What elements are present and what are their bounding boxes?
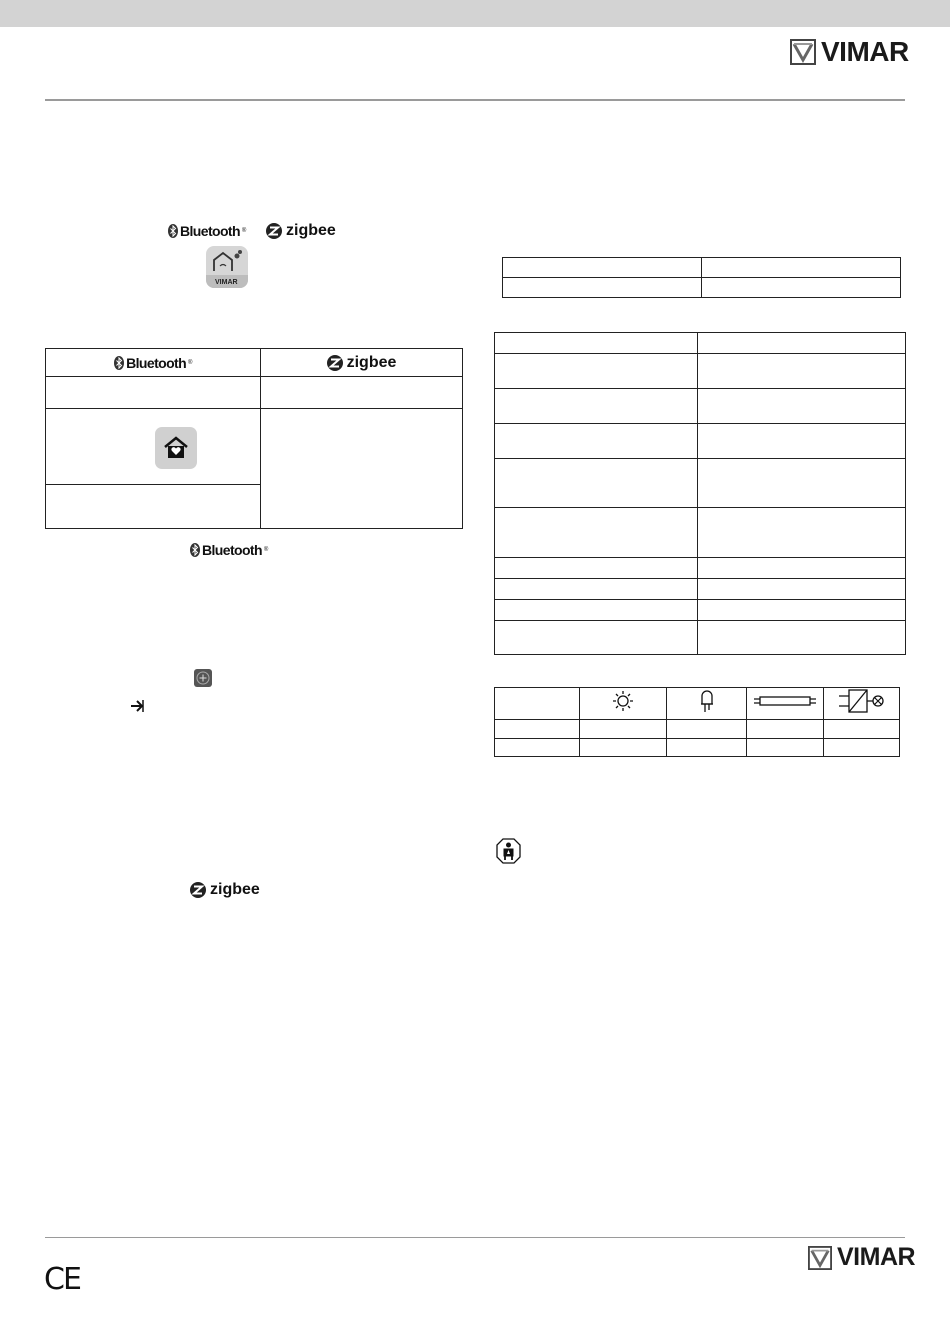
load-types-table bbox=[494, 687, 900, 757]
top-bar bbox=[0, 0, 950, 27]
installer-person-icon bbox=[496, 838, 521, 864]
tech-cell bbox=[495, 558, 698, 579]
load-cell bbox=[580, 720, 667, 739]
tech-cell bbox=[698, 354, 906, 389]
tech-cell bbox=[495, 389, 698, 424]
tech-cell bbox=[698, 333, 906, 354]
load-cell bbox=[824, 739, 900, 757]
bluetooth-reg-mark: ® bbox=[188, 359, 192, 366]
footer-brand: VIMAR bbox=[837, 1243, 916, 1271]
bluetooth-icon bbox=[168, 224, 178, 238]
technical-data-table bbox=[494, 332, 906, 655]
tech-cell bbox=[698, 389, 906, 424]
transformer-lamp-icon bbox=[837, 688, 887, 714]
led-lamp-icon bbox=[698, 689, 716, 713]
spec-table-small bbox=[502, 257, 901, 298]
app-house-icon bbox=[206, 246, 248, 276]
vimar-logo-mark-icon bbox=[808, 1246, 832, 1270]
protocol-table bbox=[45, 348, 463, 529]
zigbee-label: zigbee bbox=[286, 222, 336, 239]
header-rule bbox=[45, 99, 905, 101]
load-cell bbox=[495, 720, 580, 739]
home-heart-icon bbox=[155, 427, 197, 469]
spec-cell bbox=[503, 278, 702, 298]
protocol-cell bbox=[261, 377, 463, 409]
load-header-transformer bbox=[824, 688, 900, 720]
load-cell bbox=[667, 720, 747, 739]
load-cell bbox=[495, 739, 580, 757]
zigbee-label: zigbee bbox=[210, 881, 260, 898]
protocol-cell bbox=[46, 485, 261, 529]
bluetooth-icon bbox=[190, 543, 200, 557]
spec-cell bbox=[702, 278, 901, 298]
footer-logo bbox=[808, 1245, 915, 1270]
zigbee-section-logo bbox=[190, 881, 260, 899]
protocol-header-zigbee bbox=[261, 349, 463, 377]
protocol-cell-home bbox=[46, 409, 261, 485]
load-header-fluorescent bbox=[747, 688, 824, 720]
bluetooth-icon bbox=[114, 356, 124, 370]
footer-rule bbox=[45, 1237, 905, 1238]
vimar-logo-mark-icon bbox=[790, 39, 816, 65]
bluetooth-label: Bluetooth bbox=[180, 223, 240, 239]
vimar-app-icon bbox=[206, 246, 248, 288]
app-icon-label: VIMAR bbox=[215, 279, 238, 286]
zigbee-icon bbox=[190, 882, 206, 898]
tech-cell bbox=[698, 508, 906, 558]
tech-cell bbox=[698, 600, 906, 621]
load-header-incandescent bbox=[580, 688, 667, 720]
zigbee-logo bbox=[266, 222, 336, 240]
load-cell bbox=[495, 688, 580, 720]
load-cell bbox=[667, 739, 747, 757]
plus-circle-icon bbox=[194, 669, 212, 687]
spec-cell bbox=[702, 258, 901, 278]
tech-cell bbox=[698, 558, 906, 579]
arrow-right-icon bbox=[129, 698, 145, 714]
load-cell bbox=[824, 720, 900, 739]
zigbee-icon bbox=[266, 223, 282, 239]
tech-cell bbox=[495, 333, 698, 354]
tech-cell bbox=[495, 459, 698, 508]
tech-cell bbox=[698, 459, 906, 508]
tech-cell bbox=[495, 354, 698, 389]
tech-cell bbox=[698, 579, 906, 600]
bluetooth-reg-mark: ® bbox=[263, 547, 268, 553]
header-brand: VIMAR bbox=[821, 36, 909, 67]
protocol-cell bbox=[46, 377, 261, 409]
load-header-led bbox=[667, 688, 747, 720]
tech-cell bbox=[495, 424, 698, 459]
load-cell bbox=[747, 720, 824, 739]
fluorescent-tube-icon bbox=[754, 694, 816, 708]
bluetooth-section-logo bbox=[190, 542, 268, 558]
protocol-header-bluetooth bbox=[46, 349, 261, 377]
incandescent-lamp-icon bbox=[612, 690, 634, 712]
bluetooth-label: Bluetooth bbox=[126, 354, 187, 371]
zigbee-icon bbox=[327, 355, 343, 371]
tech-cell bbox=[495, 621, 698, 655]
header-logo bbox=[790, 38, 909, 66]
load-cell bbox=[747, 739, 824, 757]
tech-cell bbox=[698, 621, 906, 655]
tech-cell bbox=[495, 600, 698, 621]
bluetooth-logo bbox=[168, 223, 246, 239]
bluetooth-label: Bluetooth bbox=[202, 542, 262, 558]
spec-cell bbox=[503, 258, 702, 278]
tech-cell bbox=[495, 508, 698, 558]
load-cell bbox=[580, 739, 667, 757]
tech-cell bbox=[495, 579, 698, 600]
bluetooth-reg-mark: ® bbox=[241, 228, 246, 234]
ce-mark: CE bbox=[44, 1262, 80, 1297]
zigbee-label: zigbee bbox=[346, 353, 397, 371]
tech-cell bbox=[698, 424, 906, 459]
protocol-cell-zigbee-merged bbox=[261, 409, 463, 529]
